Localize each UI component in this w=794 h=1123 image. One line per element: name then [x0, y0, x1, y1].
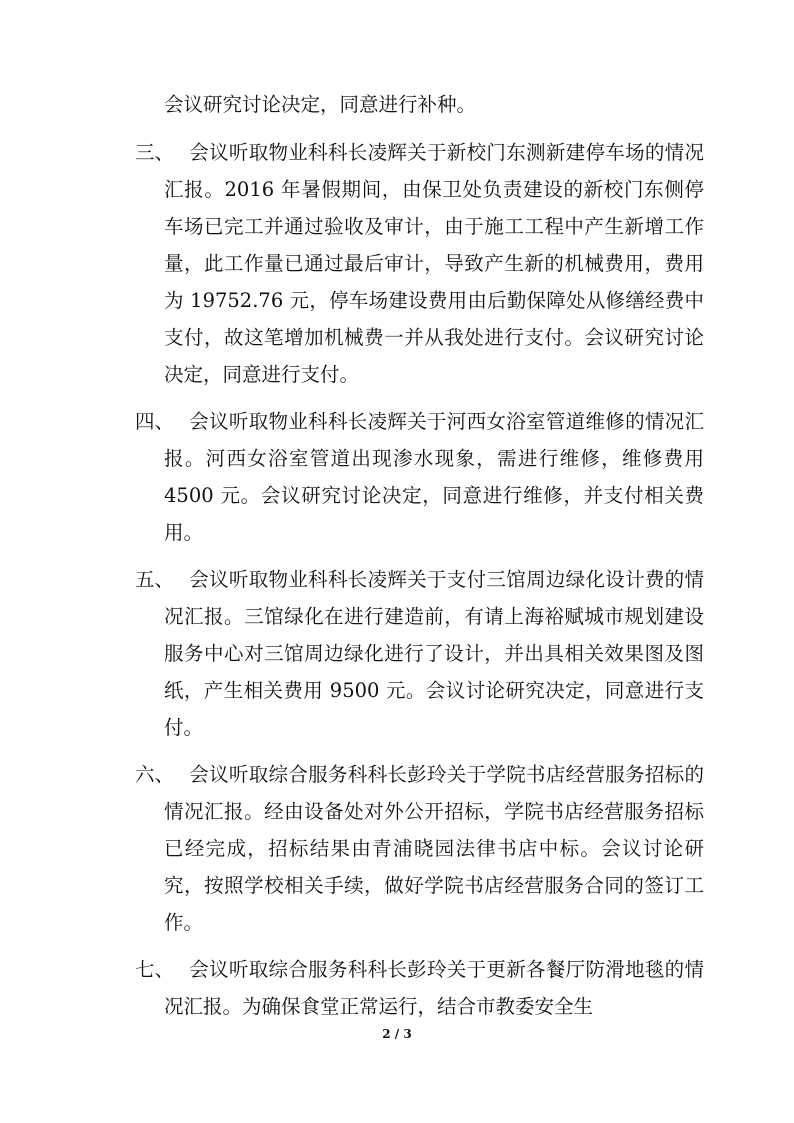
item-number: 五、 — [135, 568, 175, 591]
list-item — [0, 951, 794, 1025]
item-text: 会议听取物业科科长凌辉关于支付三馆周边绿化设计费的情况汇报。三馆绿化在进行建造前，有请上海裕赋城市规划建设服务中心对三馆周边绿化进行了设计，并出具相关效果图及图纸，产生相关费用 9500 元。会议讨论研究决定，同意进行支付。 — [164, 568, 704, 739]
lead-paragraph: 会议研究讨论决定，同意进行补种。 — [164, 93, 477, 116]
item-number: 六、 — [135, 763, 175, 786]
item-number: 七、 — [135, 958, 175, 981]
item-number: 三、 — [135, 141, 175, 164]
page-number: 2 / 3 — [382, 1027, 412, 1041]
list-item — [0, 134, 794, 393]
list-item — [0, 561, 794, 746]
item-text: 会议听取物业科科长凌辉关于新校门东测新建停车场的情况汇报。2016 年暑假期间，由保卫处负责建设的新校门东侧停车场已完工并通过验收及审计，由于施工工程中产生新增工作量，此工作量已通过最后审计，导致产生新的机械费用，费用为 19752.76 元，停车场建设费用由后勤保障处从修缮经费中支付，故这笔增加机械费一并从我处进行支付。会议研究讨论决定，同意进行支付。 — [164, 141, 704, 386]
list-item — [0, 403, 794, 551]
item-text: 会议听取综合服务科科长彭玲关于学院书店经营服务招标的情况汇报。经由设备处对外公开招标，学院书店经营服务招标已经完成，招标结果由青浦晓园法律书店中标。会议讨论研究，按照学校相关手续，做好学院书店经营服务合同的签订工作。 — [164, 763, 704, 934]
item-text: 会议听取物业科科长凌辉关于河西女浴室管道维修的情况汇报。河西女浴室管道出现渗水现象，需进行维修，维修费用 4500 元。会议研究讨论决定，同意进行维修，并支付相关费用。 — [164, 410, 704, 544]
item-number: 四、 — [135, 410, 175, 433]
item-text: 会议听取综合服务科科长彭玲关于更新各餐厅防滑地毯的情况汇报。为确保食堂正常运行，结合市教委安全生 — [164, 958, 704, 1018]
list-item — [0, 756, 794, 941]
